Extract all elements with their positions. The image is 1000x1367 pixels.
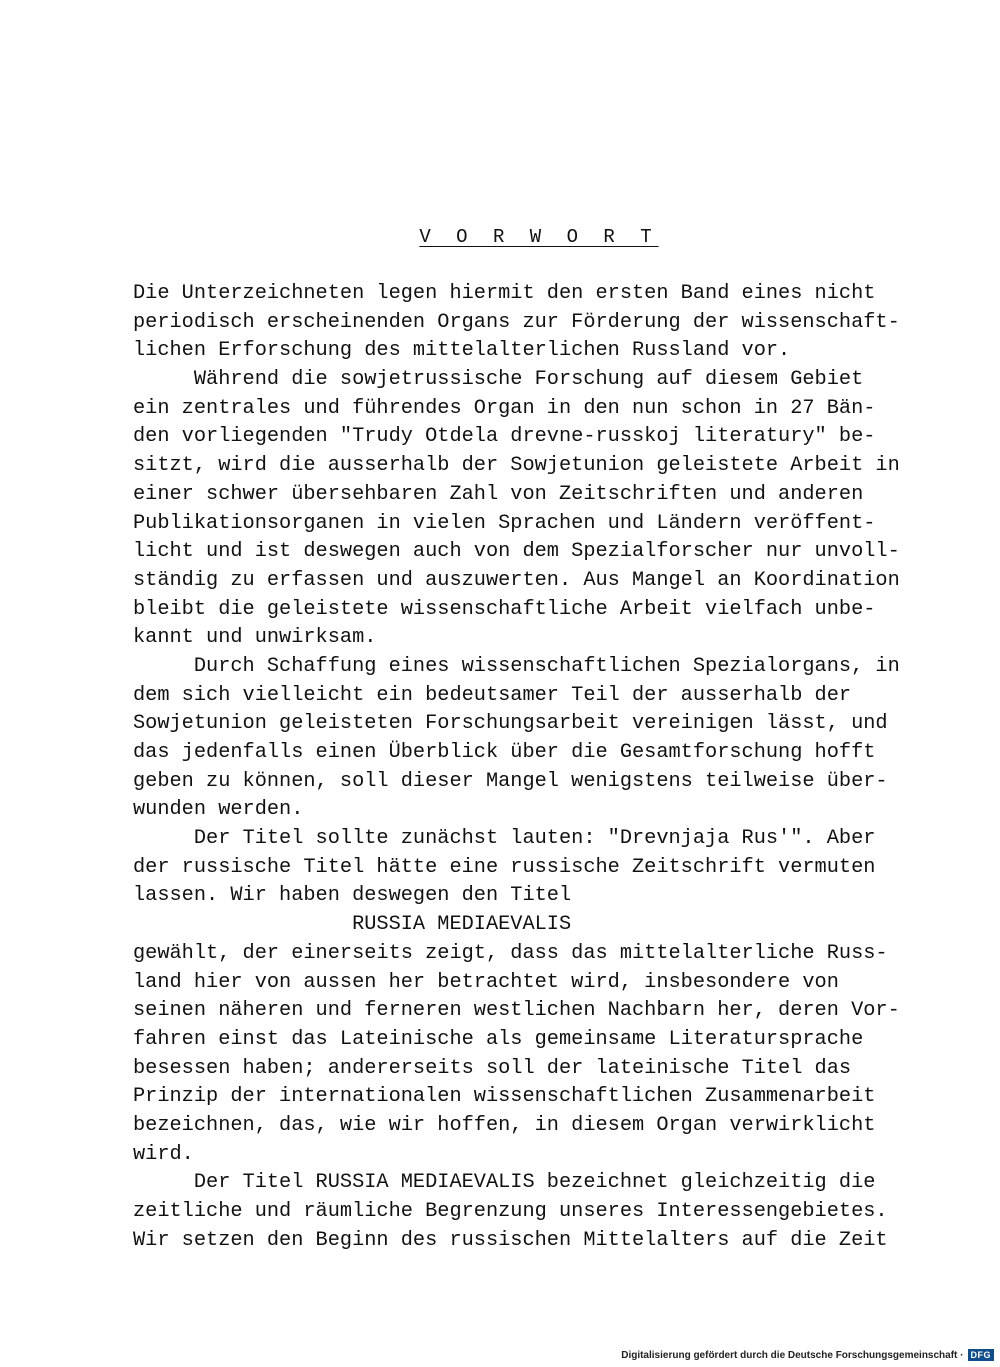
page-heading — [0, 224, 1000, 250]
text-line: bleibt die geleistete wissenschaftliche Arbeit vielfach unbe- — [133, 597, 876, 621]
text-line: dem sich vielleicht ein bedeutsamer Teil der ausserhalb der — [133, 683, 852, 707]
text-line: besessen haben; andererseits soll der lateinische Titel das — [133, 1056, 852, 1080]
text-line: geben zu können, soll dieser Mangel wenigstens teilweise über- — [133, 769, 888, 793]
dfg-logo: DFG — [968, 1349, 995, 1361]
text-line: sitzt, wird die ausserhalb der Sowjetunion geleistete Arbeit in — [133, 454, 900, 478]
text-line: Der Titel RUSSIA MEDIAEVALIS bezeichnet gleichzeitig die — [133, 1171, 876, 1195]
text-line: der russische Titel hätte eine russische Zeitschrift vermuten — [133, 855, 876, 879]
text-line: gewählt, der einerseits zeigt, dass das mittelalterliche Russ- — [133, 941, 888, 965]
text-line: Der Titel sollte zunächst lauten: "Drevnjaja Rus'". Aber — [133, 827, 876, 851]
text-line: wunden werden. — [133, 798, 304, 822]
text-line: Während die sowjetrussische Forschung auf diesem Gebiet — [133, 368, 864, 392]
text-line: bezeichnen, das, wie wir hoffen, in diesem Organ verwirklicht — [133, 1113, 876, 1137]
text-line: lichen Erforschung des mittelalterlichen Russland vor. — [133, 339, 791, 363]
text-line: lassen. Wir haben deswegen den Titel — [133, 884, 572, 908]
text-line: Wir setzen den Beginn des russischen Mittelalters auf die Zeit — [133, 1228, 888, 1252]
text-line: Sowjetunion geleisteten Forschungsarbeit vereinigen lässt, und — [133, 712, 888, 736]
text-line: ständig zu erfassen und auszuwerten. Aus Mangel an Koordination — [133, 568, 900, 592]
text-line: kannt und unwirksam. — [133, 626, 377, 650]
text-line: land hier von aussen her betrachtet wird, insbesondere von — [133, 970, 839, 994]
text-line: licht und ist deswegen auch von dem Spezialforscher nur unvoll- — [133, 540, 900, 564]
text-line: Durch Schaffung eines wissenschaftlichen Spezialorgans, in — [133, 654, 900, 678]
text-line: periodisch erscheinenden Organs zur Förderung der wissenschaft- — [133, 310, 900, 334]
text-line: Die Unterzeichneten legen hiermit den ersten Band eines nicht — [133, 282, 876, 305]
text-line: einer schwer übersehbaren Zahl von Zeitschriften und anderen — [133, 482, 864, 506]
text-line: RUSSIA MEDIAEVALIS — [133, 913, 572, 937]
text-line: das jedenfalls einen Überblick über die Gesamtforschung hofft — [133, 741, 876, 764]
text-line: wird. — [133, 1142, 194, 1166]
text-line: Prinzip der internationalen wissenschaftlichen Zusammenarbeit — [133, 1085, 876, 1109]
text-line: seinen näheren und ferneren westlichen Nachbarn her, deren Vor- — [133, 999, 900, 1023]
text-line: den vorliegenden "Trudy Otdela drevne-russkoj literatury" be- — [133, 425, 876, 449]
footer — [621, 1349, 994, 1361]
text-line: fahren einst das Lateinische als gemeinsame Literatursprache — [133, 1027, 864, 1051]
text-line: zeitliche und räumliche Begrenzung unseres Interessengebietes. — [133, 1200, 888, 1223]
body-text — [133, 280, 900, 1255]
text-line: ein zentrales und führendes Organ in den nun schon in 27 Bän- — [133, 396, 876, 420]
text-line: Publikationsorganen in vielen Sprachen und Ländern veröffent- — [133, 511, 876, 535]
heading-text: V O R W O R T — [419, 226, 659, 248]
footer-text: Digitalisierung gefördert durch die Deutsche Forschungsgemeinschaft · — [621, 1349, 964, 1361]
